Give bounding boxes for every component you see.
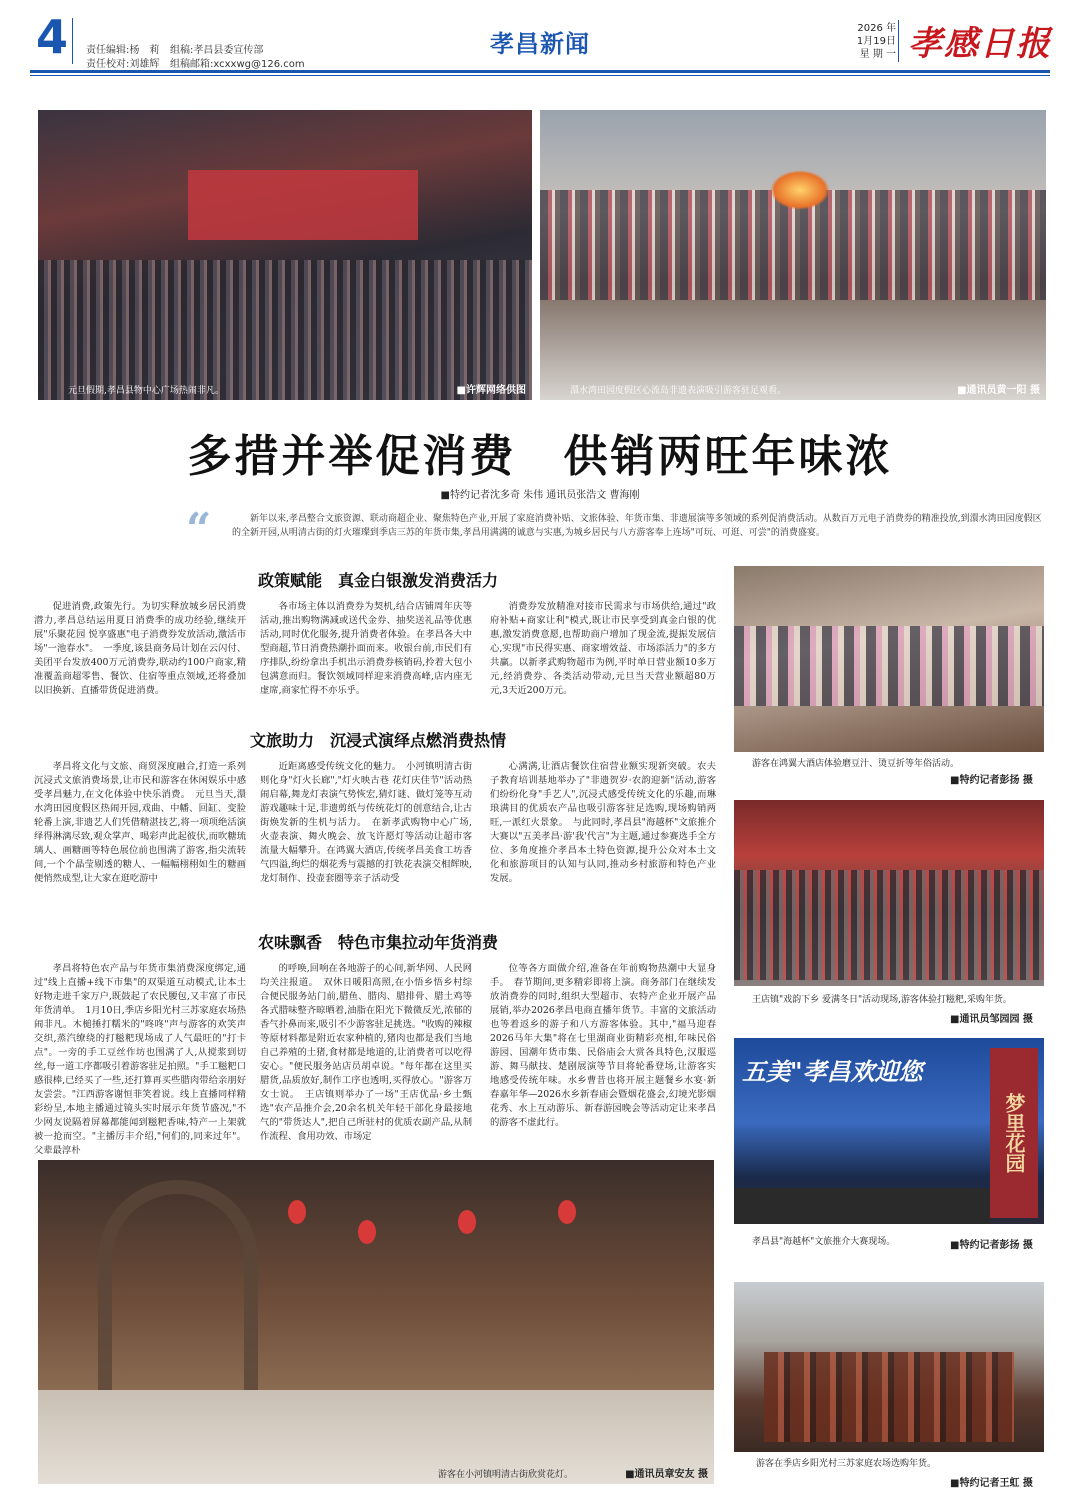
photo-fire-effect bbox=[770, 170, 830, 210]
paragraph: 促进消费,政策先行。为切实释放城乡居民消费潜力,孝昌总结运用夏日消费季的成功经验,继续开展"乐聚花园 悦享盛惠"电子消费券发放活动,激活市场"一池春水"。 一季度,该县商务局计划在云闪付、美团平台发放400万元消费券,联动约100户商家,精准覆盖商超零售、餐饮、住宿等重点领域,还将叠加以旧换新、直播带货促进消费。 bbox=[34, 601, 246, 696]
email-credit: 组稿邮箱:xcxxwg@126.com bbox=[170, 59, 305, 70]
section-title: 孝昌新闻 bbox=[490, 29, 590, 58]
section1-column-1 bbox=[34, 600, 246, 698]
photo-caption: 王店镇"戏韵下乡 爱满冬日"活动现场,游客体验打糍粑,采购年货。 bbox=[752, 995, 1012, 1005]
paragraph: 位等各方面做介绍,准备在年前购物热潮中大显身手。 春节期间,更多精彩即将上演。商务部门在继续发放消费券的同时,组织大型超市、农特产企业开展产品展销,举办2026孝昌电商直播年货节。丰富的文旅活动也等着返乡的游子和八方游客体验。其中,"福马迎春 2026马年大集"将在七里湖商业街精彩亮相,年味民俗游园、国潮年货市集、民俗庙会大赏各具特色,汉服巡游、舞马献技、楚剧展演等节目将轮番登场,让游客实地感受传统年味。水乡曹昔也将开展主题餐乡水宴·新春嘉年华—2026水乡新春庙会暨烟花盛会,幻境光影烟花秀、水上互动游乐、新春游园晚会等活动定让来孝昌的游客不虚此行。 bbox=[490, 963, 716, 1128]
paragraph: 心满满,让酒店餐饮住宿营业额实现新突破。农夫子教育培训基地举办了"非遗贺岁·农韵迎新"活动,游客们纷纷化身"手艺人",沉浸式感受传统文化的乐趣,而琳琅满目的优质农产品也吸引游客驻足选购,现场购销两旺,一派红火景象。 与此同时,孝昌县"海越杯"文旅推介大赛以"五美孝昌·游'我'代言"为主题,通过参赛选手全方位、多角度推介孝昌本土特色资源,提升公众对本土文化和旅游项目的认知与认同,推动乡村旅游和特色产业发展。 bbox=[490, 761, 716, 884]
header-editors bbox=[86, 44, 159, 72]
photo-caption: 孝昌县"海越杯"文旅推介大赛现场。 bbox=[752, 1237, 896, 1247]
issue-date bbox=[838, 22, 896, 61]
paragraph: 各市场主体以消费券为契机,结合店铺周年庆等活动,推出购物满减或送代金券、抽奖送礼品等优惠活动,同时优化服务,提升消费者体验。在孝昌各大中型商超,节日消费热潮扑面而来。收银台前,市民们有序排队,纷纷拿出手机出示消费券核销码,拎着大包小包满意而归。餐饮领域同样迎来消费高峰,店内座无虚席,商家忙得不亦乐乎。 bbox=[260, 601, 472, 696]
photo-credit: ■特约记者王虹 摄 bbox=[950, 1478, 1033, 1489]
section1-column-2 bbox=[260, 600, 472, 698]
date-weekday: 星 期 一 bbox=[859, 49, 896, 60]
photo-credit: ■通讯员黄一阳 摄 bbox=[957, 385, 1040, 396]
lantern-icon bbox=[458, 1210, 476, 1234]
photo-credit: ■特约记者彭扬 摄 bbox=[950, 1240, 1033, 1251]
source-credit: 组稿:孝昌县委宣传部 bbox=[170, 45, 264, 56]
photo-caption: 游客在小河镇明清古街欣赏花灯。 bbox=[438, 1470, 574, 1480]
photo-credit: ■通讯员章安友 摄 bbox=[625, 1469, 708, 1480]
logo-divider bbox=[898, 20, 899, 62]
header-rule-thin bbox=[30, 75, 1050, 76]
photo-shopping-plaza bbox=[38, 110, 532, 400]
subhead-rural-market: 农味飘香 特色市集拉动年货消费 bbox=[257, 933, 498, 952]
photo-caption: 游客在季店乡阳光村三苏家庭农场选购年货。 bbox=[756, 1459, 937, 1469]
section3-column-3 bbox=[490, 962, 716, 1182]
photo-stage-floor bbox=[734, 1188, 990, 1224]
quote-mark-icon: “ bbox=[186, 504, 212, 555]
section2-column-2 bbox=[260, 760, 472, 886]
date-year: 2026 年 bbox=[857, 23, 896, 34]
section1-column-3 bbox=[490, 600, 716, 698]
photo-visitors bbox=[734, 626, 1044, 706]
section2-column-1 bbox=[34, 760, 246, 886]
section3-column-1 bbox=[34, 962, 246, 1160]
header-rule bbox=[30, 70, 1050, 73]
photo-credit: ■通讯员邹园园 摄 bbox=[950, 1014, 1033, 1025]
date-day: 1月19日 bbox=[856, 36, 896, 47]
section3-column-2 bbox=[260, 962, 472, 1160]
header-divider bbox=[72, 18, 73, 64]
paragraph: 的呼唤,回响在各地游子的心间,新华网、人民网均关注报道。 双休日暖阳高照,在小悟乡悟乡村综合便民服务站门前,腊鱼、腊肉、腊排骨、腊土鸡等各式腊味整齐晾晒着,油脂在阳光下微微反光,浓郁的香气扑鼻而来,吸引不少游客驻足挑选。"收购的辣椒等原材料都是附近农家种植的,猪肉也都是我们当地自己养殖的土猪,食材都是地道的,让消费者可以吃得安心。"便民服务站店员胡卓说。"每年都在这里买腊货,品质放好,制作工序也透明,买得放心。"游客万女士说。 王店镇则举办了一场"王店优品·乡土甄选"农产品推介会,20余名机关年轻干部化身最接地气的"带货达人",把自己所驻村的优质农副产品,从制作流程、食用功效、市场定 bbox=[260, 963, 472, 1142]
section2-column-3 bbox=[490, 760, 716, 886]
photo-caption: 元旦假期,孝昌县物中心广场热闹非凡。 bbox=[68, 386, 224, 396]
photo-tourism-contest bbox=[734, 1038, 1044, 1224]
photo-crowd bbox=[38, 260, 532, 400]
proofreader-credit: 责任校对:刘雄辉 bbox=[86, 59, 160, 70]
photo-street-ground bbox=[38, 1390, 714, 1484]
lantern-icon bbox=[558, 1200, 576, 1224]
photo-caption: 游客在鸿翼大酒店体验磨豆汁、烫豆折等年俗活动。 bbox=[752, 759, 960, 769]
subhead-policy: 政策赋能 真金白银激发消费活力 bbox=[257, 571, 498, 590]
photo-caption: 澴水湾田园度假区心流岛非遗表演吸引游客驻足观看。 bbox=[570, 386, 787, 396]
article-intro: 新年以来,孝昌整合文旅资源、联动商超企业、聚焦特色产业,开展了家庭消费补贴、文旅体验、年货市集、非遗展演等多领域的系列促消费活动。从数百万元电子消费券的精准投放,到澴水湾田园度假区的全新开园,从明清古街的灯火璀璨到季店三苏的年货市集,孝昌用满满的诚意与实惠,为城乡居民与八方游客奉上连场"可玩、可逛、可尝"的消费盛宴。 bbox=[232, 514, 1042, 538]
photo-crowd bbox=[734, 870, 1044, 980]
photo-building-sign bbox=[188, 170, 418, 240]
page-number: 4 bbox=[36, 10, 69, 64]
paragraph: 孝昌将特色农产品与年货市集消费深度绑定,通过"线上直播+线下市集"的双渠道互动模式,让本土好物走进千家万户,既鼓起了农民腰包,又丰富了市民年货清单。 1月10日,季店乡阳光村三苏家庭农场热闹非凡。木槌捶打糯米的"咚咚"声与游客的欢笑声交织,蒸汽缭绕的打糍粑现场成了人气最旺的"打卡点"。一旁的手工豆丝作坊也围满了人,从搅浆到切丝,每一道工序都吸引着游客驻足拍照。"手工糍粑口感很棒,已经买了一些,还打算再买些腊肉带给亲朋好友尝尝。"江西游客谢恒菲笑着说。线上直播同样精彩纷呈,本地主播通过镜头实时展示年货节盛况,"不少网友说隔着屏幕都能闻到糍粑香味,特产一上架就被一抢而空。"主播厉丰介绍,"何们的,同来过年"。父辈最淳朴 bbox=[34, 963, 246, 1156]
paragraph: 孝昌将文化与文旅、商贸深度融合,打造一系列沉浸式文旅消费场景,让市民和游客在休闲娱乐中感受孝昌魅力,在文化体验中快乐消费。 元旦当天,澴水湾田园度假区热闹开园,戏曲、中幡、回缸、变脸轮番上演,非遗艺人们凭借精湛技艺,将一项项绝活演绎得淋漓尽致,观众掌声、喝彩声此起彼伏,而吹糖琉璃人、画糖画等特色展位前也围满了游客,指尖流转间,一个个晶莹剔透的糖人、一幅幅栩栩如生的糖画便悄然成型,让大家在逛吃游中 bbox=[34, 761, 246, 884]
lantern-icon bbox=[358, 1220, 376, 1244]
photo-ancient-street-lanterns bbox=[38, 1160, 714, 1484]
editor-credit: 责任编辑:杨 莉 bbox=[86, 45, 160, 56]
article-byline: ■特约记者沈多奇 朱伟 通讯员张浩文 曹海刚 bbox=[440, 490, 640, 501]
stage-banner-text: 五美"孝昌欢迎您 bbox=[742, 1057, 923, 1086]
photo-tofu-making bbox=[734, 566, 1044, 752]
photo-credit: ■特约记者彭扬 摄 bbox=[950, 775, 1033, 786]
photo-credit: ■许辉网络供图 bbox=[456, 385, 526, 396]
paragraph: 消费券发放精准对接市民需求与市场供给,通过"政府补贴+商家让利"模式,既让市民享受到真金白银的优惠,激发消费意愿,也帮助商户增加了现金流,提振发展信心,实现"市民得实惠、商家增效益、市场添活力"的多方共赢。以新孝武购物超市为例,平时单日营业额10多万元,经消费券、各类活动带动,元旦当天营业额超80万元,3天近200万元。 bbox=[490, 601, 716, 696]
article-headline: 多措并举促消费 供销两旺年味浓 bbox=[187, 431, 893, 482]
stage-side-banner: 梦里花园 bbox=[990, 1048, 1038, 1218]
lantern-icon bbox=[288, 1200, 306, 1224]
photo-heritage-performance bbox=[540, 110, 1046, 400]
paragraph: 近距离感受传统文化的魅力。 小河镇明清古街则化身"灯火长廊","灯火映古巷 花灯庆佳节"活动热闹启幕,舞龙灯表演气势恢宏,猜灯谜、做灯笼等互动游戏趣味十足,非遗剪纸与传统花灯的创意结合,让古街焕发新的生机与活力。 在新孝武购物中心广场,火壶表演、舞火晚会、放飞许愿灯等活动让超市客流量大幅攀升。在鸿翼大酒店,传统孝昌美食工坊香气四溢,绚烂的烟花秀与震撼的打铁花表演交相辉映,龙灯制作、投壶套圈等亲子活动受 bbox=[260, 761, 472, 884]
header-source bbox=[170, 44, 305, 72]
photo-cured-meat bbox=[764, 1352, 1014, 1442]
photo-cured-meat-market bbox=[734, 1282, 1044, 1452]
subhead-culture-tourism: 文旅助力 沉浸式演绎点燃消费热情 bbox=[249, 731, 506, 750]
newspaper-logo: 孝感日报 bbox=[908, 24, 1052, 64]
photo-rice-cake-event bbox=[734, 800, 1044, 986]
